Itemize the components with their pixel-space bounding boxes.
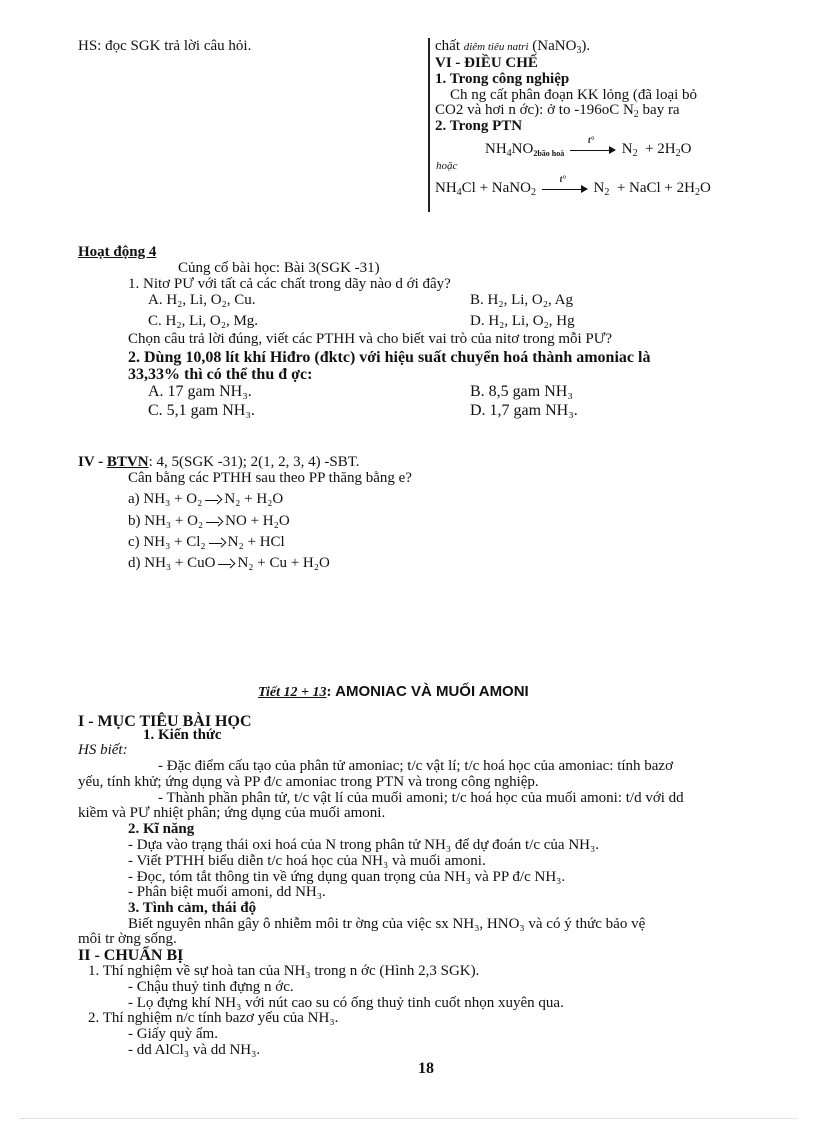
skill-3: - Đọc, tóm tắt thông tin về ứng dụng quan trọng của NH₃ và PP đ/c NH₃. — [128, 869, 566, 885]
arrow-icon — [218, 559, 234, 569]
eq-c-left: c) NH₃ + Cl₂ — [128, 534, 206, 550]
prep-2b: - dd AlCl₃ và dd NH₃. — [128, 1042, 261, 1058]
q2-option-b: B. 8,5 gam NH₃ — [470, 383, 573, 400]
nano3-pre: chất — [435, 38, 464, 54]
section-ii-heading: II - CHUẨN BỊ — [78, 947, 184, 964]
skill-4: - Phân biệt muối amoni, dd NH₃. — [128, 884, 326, 900]
q1-option-b: B. H₂, Li, O₂, Ag — [470, 292, 573, 308]
skill-2: - Viết PTHH biểu diễn t/c hoá học của NH₃ và muối amoni. — [128, 853, 486, 869]
industry-line-1: Ch ng cất phân đoạn KK lỏng (đã loại bỏ — [450, 87, 698, 103]
page-number: 18 — [418, 1060, 434, 1077]
knowledge-1b: yếu, tính khử; ứng dụng và PP đ/c amoniac trong PTN và trong công nghiệp. — [78, 774, 539, 790]
eq2-r1: NH — [435, 180, 457, 196]
homework-instruction: Cân bằng các PTHH sau theo PP thăng bằng e? — [128, 470, 412, 486]
eq1-p2-end: O — [680, 141, 692, 157]
eq1-p1-sub: 2 — [632, 148, 638, 159]
question-2-line-2: 33,33% thì có thể thu đ ợc: — [128, 366, 313, 383]
eq2-p1-sub: 2 — [604, 187, 610, 198]
column-divider — [428, 38, 430, 212]
q2-option-d: D. 1,7 gam NH₃. — [470, 402, 578, 419]
eq1-p1: N — [621, 141, 633, 157]
question-1: 1. Nitơ PƯ với tất cả các chất trong dãy nào d ới đây? — [128, 276, 451, 292]
eq2-p1: N — [593, 180, 605, 196]
consolidate-line: Củng cố bài học: Bài 3(SGK -31) — [178, 260, 380, 276]
eq1-r1: NH — [485, 141, 507, 157]
lesson-period: Tiết 12 + 13 — [258, 685, 327, 700]
question-2-line-1: 2. Dùng 10,08 lít khí Hiđro (đktc) với hiệu suất chuyển hoá thành amoniac là — [128, 349, 651, 366]
homework-label: BTVN — [106, 454, 149, 470]
hs-instruction: HS: đọc SGK trả lời câu hỏi. — [78, 38, 252, 54]
prep-1a: - Chậu thuỷ tinh đựng n ớc. — [128, 979, 294, 995]
nano3-line — [435, 38, 590, 55]
heat-condition: t° — [588, 134, 595, 145]
prep-2a: - Giấy quỳ ẩm. — [128, 1026, 218, 1042]
eq-a-right: N₂ + H₂O — [224, 491, 284, 507]
section-i-heading: I - MỤC TIÊU BÀI HỌC — [78, 713, 252, 730]
homework-eq-b — [128, 513, 290, 530]
eq2-r2-sub: 2 — [530, 187, 536, 198]
nano3-post: (NaNO — [528, 38, 577, 54]
hs-know-text: HS biết — [78, 742, 123, 758]
lab-equation-1 — [485, 134, 692, 159]
knowledge-1a: - Đặc điểm cấu tạo của phân tử amoniac; t/c vật lí; t/c hoá học của amoniac: tính bazơ — [158, 758, 674, 774]
attitude-line-2: môi tr ờng sống. — [78, 931, 177, 947]
attitude-heading: 3. Tình cảm, thái độ — [128, 900, 257, 916]
eq2-p2-end: O — [699, 180, 711, 196]
industry-line-2-text: CO2 và hơi n ớc): ở to -196oC N — [435, 102, 634, 118]
prep-2: 2. Thí nghiệm n/c tính bazơ yếu của NH₃. — [88, 1010, 339, 1026]
arrow-icon — [205, 495, 221, 505]
lesson-title — [258, 683, 529, 701]
homework-items: : 4, 5(SGK -31); 2(1, 2, 3, 4) -SBT. — [148, 454, 360, 470]
homework-eq-d — [128, 555, 330, 572]
industry-heading: 1. Trong công nghiệp — [435, 71, 570, 87]
nano3-sub: 3 — [576, 45, 582, 56]
reaction-arrow-icon — [542, 173, 588, 195]
q2-option-a: A. 17 gam NH₃. — [148, 383, 252, 400]
q1-note: Chọn câu trả lời đúng, viết các PTHH và cho biết vai trò của nitơ trong mỗi PƯ? — [128, 331, 613, 347]
activity-4-heading: Hoạt động 4 — [78, 244, 157, 260]
eq2-p2: + NaCl + 2H — [616, 180, 695, 196]
eq2-p2-sub: 2 — [694, 187, 700, 198]
eq-b-right: NO + H₂O — [225, 513, 290, 529]
skill-1: - Dựa vào trạng thái oxi hoá của N trong phân tử NH₃ để dự đoán t/c của NH₃. — [128, 837, 599, 853]
industry-line-2-sub: 2 — [633, 109, 639, 120]
knowledge-2b: kiềm và PƯ nhiệt phân; ứng dụng của muối amoni. — [78, 805, 386, 821]
q1-option-c: C. H₂, Li, O₂, Mg. — [148, 313, 259, 329]
eq-a-left: a) NH₃ + O₂ — [128, 491, 203, 507]
nano3-italic: diêm tiêu natri — [463, 41, 529, 53]
knowledge-2a: - Thành phần phân tử, t/c vật lí của muối amoni; t/c hoá học của muối amoni: t/d với dd — [158, 790, 684, 806]
lesson-colon: : — [326, 684, 332, 700]
eq1-p2-sub: 2 — [675, 148, 681, 159]
arrow-icon — [206, 517, 222, 527]
q1-option-a: A. H₂, Li, O₂, Cu. — [148, 292, 256, 308]
lab-equation-2 — [435, 173, 711, 198]
q2-option-c: C. 5,1 gam NH₃. — [148, 402, 255, 419]
homework-eq-c — [128, 534, 285, 551]
homework-heading — [78, 454, 360, 471]
heat-condition: t° — [559, 173, 566, 184]
knowledge-heading: 1. Kiến thức — [143, 727, 222, 743]
homework-eq-a — [128, 491, 283, 508]
eq1-r1-sub: 4 — [506, 148, 512, 159]
attitude-line-1: Biết nguyên nhân gây ô nhiễm môi tr ờng của việc sx NH₃, HNO₃ và có ý thức bảo vệ — [128, 916, 646, 932]
industry-line-2-end: bay ra — [638, 102, 680, 118]
or-label: hoặc — [436, 160, 458, 172]
q1-option-d: D. H₂, Li, O₂, Hg — [470, 313, 575, 329]
industry-line-2 — [435, 102, 680, 119]
hs-know-label — [78, 742, 128, 759]
prep-1: 1. Thí nghiệm về sự hoà tan của NH₃ trong n ớc (Hình 2,3 SGK). — [88, 963, 480, 979]
lesson-name: AMONIAC VÀ MUỐI AMONI — [331, 683, 529, 700]
arrow-icon — [209, 538, 225, 548]
eq1-r2: NO — [511, 141, 534, 157]
eq-d-right: N₂ + Cu + H₂O — [237, 555, 330, 571]
eq-d-left: d) NH₃ + CuO — [128, 555, 216, 571]
section-vi-heading: VI - ĐIỀU CHẾ — [435, 55, 538, 71]
nano3-end: ). — [581, 38, 591, 54]
eq-c-right: N₂ + HCl — [227, 534, 285, 550]
eq1-r2-sub: 2bão hoà — [533, 149, 565, 158]
reaction-arrow-icon — [570, 134, 616, 156]
eq2-r1-sub: 4 — [456, 187, 462, 198]
prep-1b: - Lọ đựng khí NH₃ với nút cao su có ống thuỷ tinh cuốt nhọn xuyên qua. — [128, 995, 564, 1011]
eq1-p2: + 2H — [645, 141, 676, 157]
eq-b-left: b) NH₃ + O₂ — [128, 513, 204, 529]
eq2-r2: Cl + NaNO — [461, 180, 531, 196]
skills-heading: 2. Kĩ năng — [128, 821, 195, 837]
lab-heading: 2. Trong PTN — [435, 118, 523, 134]
page-bottom-border — [20, 1118, 796, 1119]
homework-prefix: IV - — [78, 454, 107, 470]
hs-know-colon: : — [122, 742, 128, 758]
